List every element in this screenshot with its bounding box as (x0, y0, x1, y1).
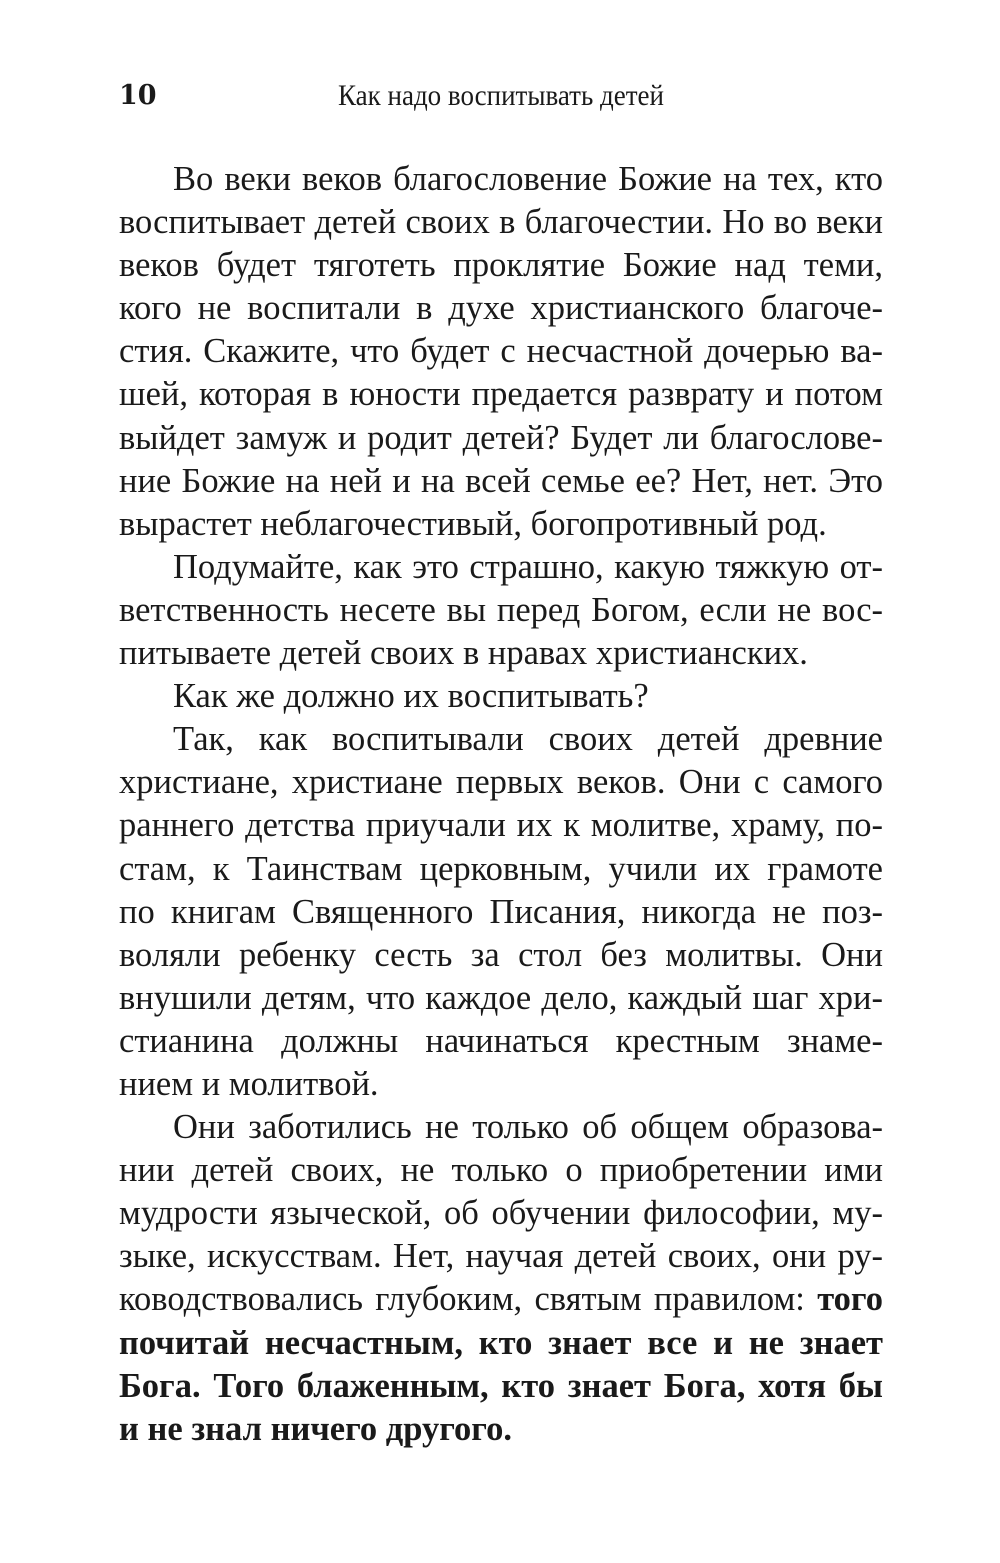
bold-text-line: и не знал ничего другого. (119, 1409, 512, 1448)
text-line: ветственность несете вы перед Богом, если не вос- (119, 590, 883, 629)
page-number: 10 (119, 80, 157, 111)
text-line: нием и молитвой. (119, 1064, 379, 1103)
text-line: мудрости языческой, об обучении философии, му- (119, 1194, 883, 1233)
text-line: нии детей своих, не только о приобретении ими (119, 1151, 883, 1190)
bold-text-line: почитай несчастным, кто знает все и не знает (119, 1323, 883, 1362)
text-line: стам, к Таинствам церковным, учили их грамоте (119, 849, 883, 888)
text-line: христиане, христиане первых веков. Они с самого (119, 763, 883, 802)
text-segment: ководствовались глубоким, святым правилом: (119, 1280, 818, 1319)
text-line: ние Божие на ней и на всей семье ее? Нет, нет. Это (119, 461, 883, 500)
bold-text-segment: того (817, 1280, 883, 1319)
body-text (119, 158, 883, 1451)
text-line: вырастет неблагочестивый, богопротивный род. (119, 504, 827, 543)
text-line: Они заботились не только об общем образова- (173, 1108, 883, 1147)
text-line: выйдет замуж и родит детей? Будет ли благослове- (119, 418, 883, 457)
text-line: Подумайте, как это страшно, какую тяжкую от- (173, 547, 883, 586)
text-line: стия. Скажите, что будет с несчастной дочерью ва- (119, 332, 883, 371)
text-line: шей, которая в юности предается разврату и потом (119, 375, 883, 414)
bold-text-line: Бога. Того блаженным, кто знает Бога, хотя бы (119, 1366, 883, 1405)
running-title: Как надо воспитывать детей (338, 79, 664, 112)
text-line: Так, как воспитывали своих детей древние (173, 720, 883, 759)
text-line: кого не воспитали в духе христианского благоче- (119, 289, 883, 328)
text-line: веков будет тяготеть проклятие Божие над теми, (119, 246, 883, 285)
text-line: Как же должно их воспитывать? (173, 677, 649, 716)
text-line: воляли ребенку сесть за стол без молитвы. Они (119, 935, 883, 974)
text-line: Во веки веков благословение Божие на тех, кто (173, 160, 883, 198)
text-line: стианина должны начинаться крестным знаме- (119, 1021, 883, 1060)
text-line: питываете детей своих в нравах христианских. (119, 634, 808, 673)
text-line: по книгам Священного Писания, никогда не поз- (119, 892, 883, 931)
text-line: воспитывает детей своих в благочестии. Но во веки (119, 203, 883, 242)
running-head (119, 76, 883, 116)
text-line: раннего детства приучали их к молитве, храму, по- (119, 806, 883, 845)
text-line-mixed (119, 1278, 883, 1321)
text-line: зыке, искусствам. Нет, научая детей своих, они ру- (119, 1237, 883, 1276)
text-line: внушили детям, что каждое дело, каждый шаг хри- (119, 978, 883, 1017)
